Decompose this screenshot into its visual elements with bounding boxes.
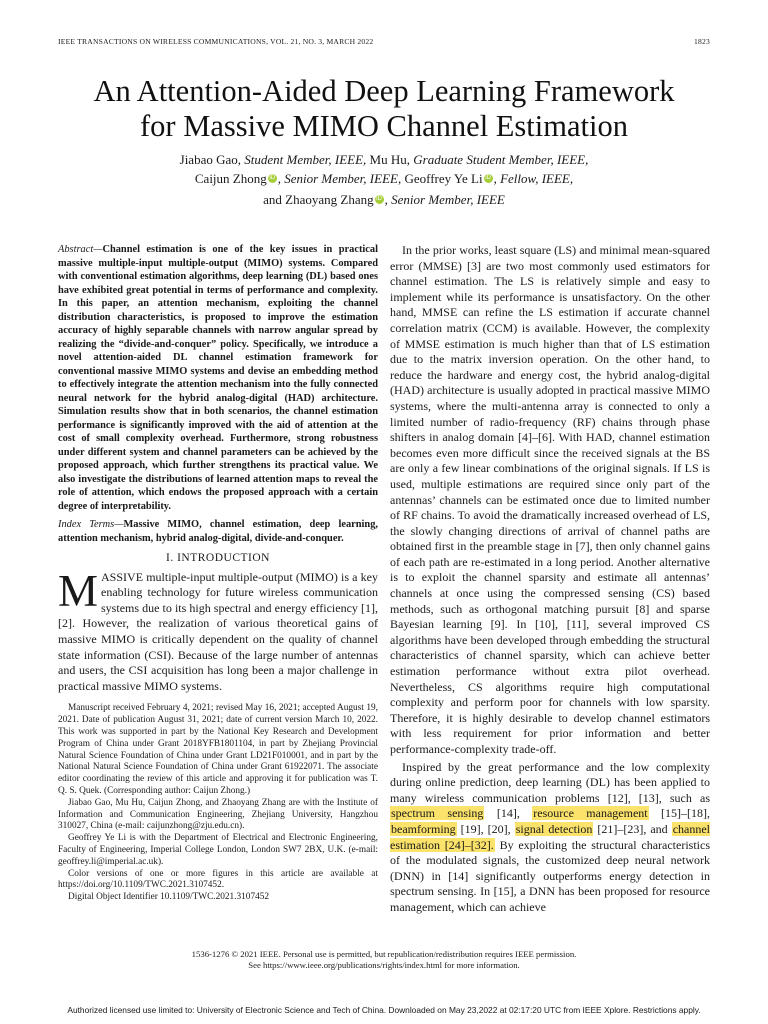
- index-terms-label: Index Terms—: [58, 519, 124, 530]
- right-column: [390, 243, 710, 916]
- body-paragraph: [390, 760, 710, 916]
- author-line-2: Caijun Zhong iD , Senior Member, IEEE, Geoffrey Ye Li iD , Fellow, IEEE,: [194, 171, 574, 186]
- index-terms-text: Massive MIMO, channel estimation, deep learning, attention mechanism, hybrid analog-digital, divide-and-conquer.: [58, 519, 378, 544]
- paper-title: [40, 74, 728, 144]
- author-line-3: and Zhaoyang Zhang iD , Senior Member, IEEE: [263, 192, 505, 207]
- copyright-line-2: See https://www.ieee.org/publications/rights/index.html for more information.: [248, 960, 520, 970]
- body-text: [21]–[23], and: [597, 821, 668, 836]
- intro-text: ASSIVE multiple-input multiple-output (MIMO) is a key enabling technology for future wireless communication systems due to its high spectral and energy efficiency [1], [2]. However, the realization of various theoretical gains of massive MIMO is critically dependent on the quality of channel state information (CSI). Because of the large number of antennas and users, the CSI acquisition has long been a major challenge in practical massive MIMO systems.: [58, 569, 378, 693]
- author-name: and Zhaoyang Zhang: [263, 192, 374, 207]
- abstract-text: Channel estimation is one of the key issues in practical massive multiple-input multiple-output (MIMO) systems. Compared with conventional estimation algorithms, deep learning (DL) based ones have exhibited great potential in terms of performance and complexity. In this paper, an attention mechanism, exploiting the channel distribution characteristics, is proposed to improve the estimation accuracy of highly separable channels with narrow angular spread by realizing the “divide-and-conquer” policy. Specifically, we introduce a novel attention-aided DL channel estimation framework for conventional massive MIMO systems and devise an embedding method to effectively integrate the attention mechanism into the fully connected neural network for the hybrid analog-digital (HAD) architecture. Simulation results show that in both scenarios, the channel estimation performance is significantly improved with the aid of attention at the cost of small complexity overhead. Furthermore, strong robustness under different system and channel parameters can be achieved by the proposed approach, which further strengthens its practical value. We also investigate the distributions of learned attention maps to reveal the role of attention, which endows the proposed approach with a certain degree of interpretability.: [58, 244, 378, 512]
- copyright-line-1: 1536-1276 © 2021 IEEE. Personal use is permitted, but republication/redistribution requires IEEE permission.: [191, 949, 577, 959]
- author-role: Fellow, IEEE,: [500, 171, 574, 186]
- author-role: Senior Member, IEEE: [391, 192, 505, 207]
- footnote: Geoffrey Ye Li is with the Department of Electrical and Electronic Engineering, Faculty of Engineering, Imperial College London, London SW7 2BX, U.K. (e-mail: geoffrey.li@imperial.ac.uk).: [58, 833, 378, 867]
- author-list: [60, 150, 708, 209]
- highlight-annotation[interactable]: signal detection: [515, 821, 593, 836]
- title-line-1: An Attention-Aided Deep Learning Framework: [93, 74, 675, 108]
- footnote: Color versions of one or more figures in this article are available at https://doi.org/10.1109/TWC.2021.3107452.: [58, 868, 378, 891]
- journal-name: IEEE TRANSACTIONS ON WIRELESS COMMUNICATIONS, VOL. 21, NO. 3, MARCH 2022: [58, 37, 374, 46]
- body-text: [14],: [496, 806, 520, 821]
- author-name: Geoffrey Ye Li: [404, 171, 483, 186]
- abstract-label: Abstract—: [58, 244, 103, 255]
- footnotes: [58, 703, 378, 904]
- author-name: Caijun Zhong: [194, 171, 267, 186]
- footnote: Digital Object Identifier 10.1109/TWC.2021.3107452: [68, 892, 270, 903]
- highlight-annotation[interactable]: channel estimation [24]–[32].: [390, 821, 711, 852]
- orcid-icon[interactable]: iD: [376, 196, 382, 202]
- orcid-icon[interactable]: iD: [485, 175, 491, 181]
- footnote: Jiabao Gao, Mu Hu, Caijun Zhong, and Zhaoyang Zhang are with the Institute of Information and Communication Engineering, Zhejiang University, Hangzhou 310027, China (e-mail: caijunzhong@zju.edu.cn).: [58, 797, 378, 832]
- intro-paragraph: [58, 565, 378, 695]
- author-name: Jiabao Gao,: [179, 152, 242, 167]
- section-heading: I. INTRODUCTION: [166, 552, 270, 564]
- abstract: [58, 243, 378, 513]
- page-number: 1823: [694, 37, 710, 46]
- author-role: Graduate Student Member, IEEE,: [413, 152, 589, 167]
- highlight-annotation[interactable]: spectrum sensing: [391, 806, 484, 821]
- body-text: [19], [20],: [460, 821, 511, 836]
- index-terms: [58, 518, 378, 545]
- body-paragraph: In the prior works, least square (LS) and minimal mean-squared error (MMSE) [3] are two most commonly used estimators for channel estimation. The LS is relatively simple and easy to implement while its performance is unsatisfactory. On the other hand, MMSE can refine the LS estimation if accurate channel correlation matrix (CCM) is available. However, the complexity of MMSE estimation is much higher than that of LS estimation due to the matrix inversion operation. On the other hand, to reduce the hardware and energy cost, the hybrid analog-digital (HAD) architecture is usually adopted in practical massive MIMO systems, where the multi-antenna array is connected to only a limited number of radio-frequency (RF) chains through phase shifters in analog domain [4]–[6]. With HAD, channel estimation becomes even more difficult since the received signals at the BS are only a few linear combinations of the original signals. If LS is used, multiple estimations are required since only part of the antennas’ channels can be estimated once due to limited number of RF chains. To avoid the dramatically increased overhead of LS, the slowly changing directions of arrival of channel paths are obtained first in the preamble stage in [7], then only channel gains of each path are re-estimated in a long period. Another alternative is to exploit the channel sparsity and estimate all antennas’ channels at once using the compressed sensing (CS) based methods, such as orthogonal matching pursuit [8] and sparse Bayesian learning [9]. In [10], [11], several improved CS algorithms have been developed through embedding the structural characteristics of channel sparsity, which can achieve better estimation performance without extra pilot overhead. Nevertheless, CS algorithms require high computational complexity and perform poor for channels with low sparsity. Therefore, it is highly desirable to develop channel estimators with less requirement for prior information and better performance-complexity trade-off.: [390, 243, 710, 756]
- footnote: Manuscript received February 4, 2021; revised May 16, 2021; accepted August 19, 2021. Date of publication August 31, 2021; date of current version March 10, 2022. This work was supported in part by the National Key Research and Development Program of China under Grant 2018YFB1801104, in part by Zhejiang Provincial Natural Science Foundation of China under Grant LD21F010001, and in part by the National Natural Science Foundation of China under Grant 61922071. The associate editor coordinating the review of this article and approving it for publication was T. Q. S. Quek. (Corresponding author: Caijun Zhong.): [58, 703, 378, 796]
- copyright-notice: [0, 949, 768, 971]
- body-text: [15]–[18],: [661, 806, 711, 821]
- author-role: Senior Member, IEEE,: [284, 171, 402, 186]
- author-name: Mu Hu,: [369, 152, 410, 167]
- left-column: [58, 243, 378, 904]
- highlight-annotation[interactable]: beamforming: [391, 821, 456, 836]
- title-line-2: for Massive MIMO Channel Estimation: [140, 109, 628, 143]
- running-header: [58, 37, 710, 46]
- drop-cap: M: [58, 565, 99, 616]
- orcid-icon[interactable]: iD: [269, 175, 276, 181]
- body-text: Inspired by the great performance and the low complexity during online prediction, deep learning (DL) has been applied to many wireless communication problems [12], [13], such as: [390, 759, 710, 805]
- license-notice: Authorized licensed use limited to: University of Electronic Science and Tech of China. Downloaded on May 23,2022 at 02:17:20 UTC from IEEE Xplore. Restrictions apply.: [67, 1005, 701, 1015]
- highlight-annotation[interactable]: resource management: [533, 806, 648, 821]
- author-role: Student Member, IEEE,: [244, 152, 367, 167]
- body-text: By exploiting the structural characteristics of the modulated signals, the customized deep neural network (DNN) in [14] significantly outperforms energy detection in spectrum sensing. In [15], a DNN has been proposed for resource management, which can achieve: [390, 837, 710, 914]
- author-line-1: [60, 150, 708, 169]
